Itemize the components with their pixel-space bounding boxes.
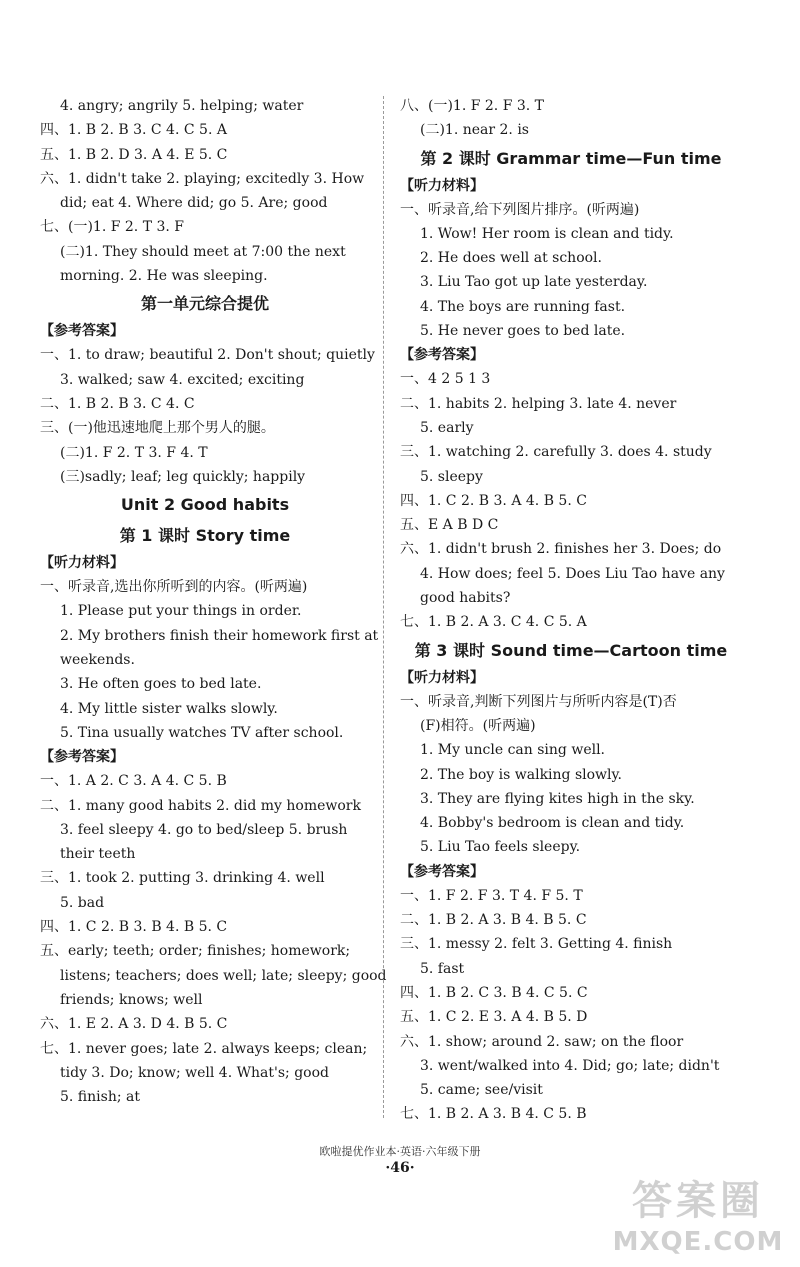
- answer-line: 三、(一)他迅速地爬上那个男人的腿。: [40, 420, 275, 437]
- answer-line: 1. Please put your things in order.: [60, 603, 302, 620]
- section-heading: 第 3 课时 Sound time—Cartoon time: [414, 640, 728, 660]
- footer-book-title: 欧啦提优作业本·英语·六年级下册: [319, 1145, 481, 1158]
- answer-line: 5. fast: [420, 960, 465, 977]
- left-column: [40, 94, 387, 1109]
- page-number: ·46·: [385, 1160, 415, 1176]
- answer-line: 5. finish; at: [60, 1089, 140, 1106]
- answer-line: 5. He never goes to bed late.: [420, 323, 626, 340]
- answer-line: (二)1. F 2. T 3. F 4. T: [60, 444, 208, 461]
- section-tag: 【参考答案】: [400, 863, 484, 880]
- answer-line: 4. angry; angrily 5. helping; water: [60, 98, 304, 114]
- answer-line: 4. My little sister walks slowly.: [60, 700, 278, 717]
- answer-line: friends; knows; well: [60, 991, 203, 1008]
- answer-line: 5. early: [420, 419, 474, 436]
- answer-line: 3. He often goes to bed late.: [60, 676, 262, 693]
- answer-line: 七、1. never goes; late 2. always keeps; clean;: [40, 1040, 368, 1057]
- answer-line: tidy 3. Do; know; well 4. What's; good: [60, 1064, 329, 1081]
- answer-line: 五、early; teeth; order; finishes; homework;: [40, 943, 351, 960]
- answer-line: 四、1. C 2. B 3. B 4. B 5. C: [40, 919, 228, 936]
- watermark-bottom: MXQE.COM: [612, 1227, 784, 1257]
- answer-line: 4. Bobby's bedroom is clean and tidy.: [420, 815, 685, 832]
- answer-line: 三、1. messy 2. felt 3. Getting 4. finish: [400, 936, 673, 953]
- answer-line: 一、听录音,判断下列图片与所听内容是(T)否: [400, 693, 677, 710]
- answer-line: 5. bad: [60, 894, 105, 911]
- answer-line: 3. They are flying kites high in the sky.: [420, 790, 695, 807]
- answer-line: 二、1. B 2. A 3. B 4. B 5. C: [400, 912, 587, 929]
- answer-line: good habits?: [420, 590, 511, 607]
- answer-line: 四、1. B 2. C 3. B 4. C 5. C: [400, 984, 588, 1001]
- answer-line: 4. The boys are running fast.: [420, 298, 626, 315]
- answer-line: 4. How does; feel 5. Does Liu Tao have any: [420, 565, 725, 582]
- answer-line: 2. The boy is walking slowly.: [420, 766, 623, 783]
- answer-line: morning. 2. He was sleeping.: [60, 268, 268, 285]
- answer-line: 5. Tina usually watches TV after school.: [60, 724, 344, 741]
- section-heading: 第 1 课时 Story time: [119, 526, 291, 546]
- answer-line: (三)sadly; leaf; leg quickly; happily: [60, 468, 306, 485]
- answer-line: listens; teachers; does well; late; sleepy; good: [60, 967, 387, 984]
- answer-line: 六、1. show; around 2. saw; on the floor: [400, 1033, 684, 1050]
- answer-line: 3. went/walked into 4. Did; go; late; didn't: [420, 1057, 720, 1074]
- watermark-logo: [610, 1176, 786, 1258]
- section-tag: 【参考答案】: [40, 323, 124, 340]
- answer-line: 3. Liu Tao got up late yesterday.: [420, 274, 648, 291]
- answer-line: (F)相符。(听两遍): [420, 717, 536, 734]
- answer-line: 1. My uncle can sing well.: [420, 742, 606, 759]
- answer-line: 六、1. didn't brush 2. finishes her 3. Does; do: [400, 541, 722, 558]
- answer-line: 一、听录音,给下列图片排序。(听两遍): [400, 201, 640, 218]
- answer-line: 八、(一)1. F 2. F 3. T: [400, 98, 545, 114]
- answer-line: their teeth: [60, 846, 136, 863]
- answer-line: 三、1. watching 2. carefully 3. does 4. study: [400, 444, 712, 461]
- answer-line: 5. sleepy: [420, 468, 483, 485]
- answer-line: 三、1. took 2. putting 3. drinking 4. well: [40, 870, 325, 887]
- answer-line: 一、1. F 2. F 3. T 4. F 5. T: [400, 887, 583, 904]
- answer-line: 二、1. many good habits 2. did my homework: [40, 797, 361, 814]
- answer-line: 七、1. B 2. A 3. C 4. C 5. A: [400, 614, 587, 631]
- answer-line: 六、1. didn't take 2. playing; excitedly 3. How: [40, 170, 365, 187]
- section-heading: Unit 2 Good habits: [120, 495, 290, 515]
- answer-line: 二、1. habits 2. helping 3. late 4. never: [400, 395, 677, 412]
- answer-line: 五、E A B D C: [400, 517, 499, 534]
- section-tag: 【参考答案】: [40, 749, 124, 766]
- answer-line: 五、1. C 2. E 3. A 4. B 5. D: [400, 1009, 588, 1026]
- section-tag: 【参考答案】: [400, 347, 484, 364]
- column-divider: [383, 96, 384, 1118]
- answer-line: weekends.: [60, 652, 135, 669]
- section-tag: 【听力材料】: [400, 669, 484, 686]
- answer-line: 二、1. B 2. B 3. C 4. C: [40, 395, 195, 412]
- answer-line: 一、4 2 5 1 3: [400, 371, 491, 388]
- answer-line: 五、1. B 2. D 3. A 4. E 5. C: [40, 146, 228, 163]
- answer-line: 一、1. A 2. C 3. A 4. C 5. B: [40, 773, 227, 790]
- answer-line: 一、1. to draw; beautiful 2. Don't shout; quietly: [40, 347, 375, 364]
- answer-line: 3. feel sleepy 4. go to bed/sleep 5. brush: [60, 821, 348, 838]
- section-heading: 第一单元综合提优: [140, 294, 269, 314]
- right-column: [400, 94, 742, 1127]
- watermark-top: 答案圈: [632, 1178, 764, 1224]
- answer-line: (二)1. near 2. is: [420, 122, 529, 139]
- answer-line: 七、1. B 2. A 3. B 4. C 5. B: [400, 1106, 587, 1123]
- answer-line: 2. My brothers finish their homework first at: [60, 627, 379, 644]
- answer-line: 一、听录音,选出你所听到的内容。(听两遍): [40, 579, 308, 596]
- answer-line: 2. He does well at school.: [420, 250, 602, 267]
- answer-line: (二)1. They should meet at 7:00 the next: [60, 243, 346, 260]
- answer-line: 六、1. E 2. A 3. D 4. B 5. C: [40, 1016, 228, 1033]
- answer-line: 1. Wow! Her room is clean and tidy.: [420, 225, 674, 242]
- answer-line: did; eat 4. Where did; go 5. Are; good: [60, 195, 328, 212]
- answer-line: 四、1. C 2. B 3. A 4. B 5. C: [400, 492, 587, 509]
- section-tag: 【听力材料】: [400, 177, 484, 194]
- answer-line: 四、1. B 2. B 3. C 4. C 5. A: [40, 122, 227, 139]
- answer-line: 5. came; see/visit: [420, 1082, 543, 1099]
- answer-line: 3. walked; saw 4. excited; exciting: [60, 371, 305, 388]
- section-heading: 第 2 课时 Grammar time—Fun time: [420, 148, 722, 168]
- answer-line: 七、(一)1. F 2. T 3. F: [40, 219, 185, 236]
- section-tag: 【听力材料】: [40, 555, 124, 572]
- answer-line: 5. Liu Tao feels sleepy.: [420, 839, 581, 856]
